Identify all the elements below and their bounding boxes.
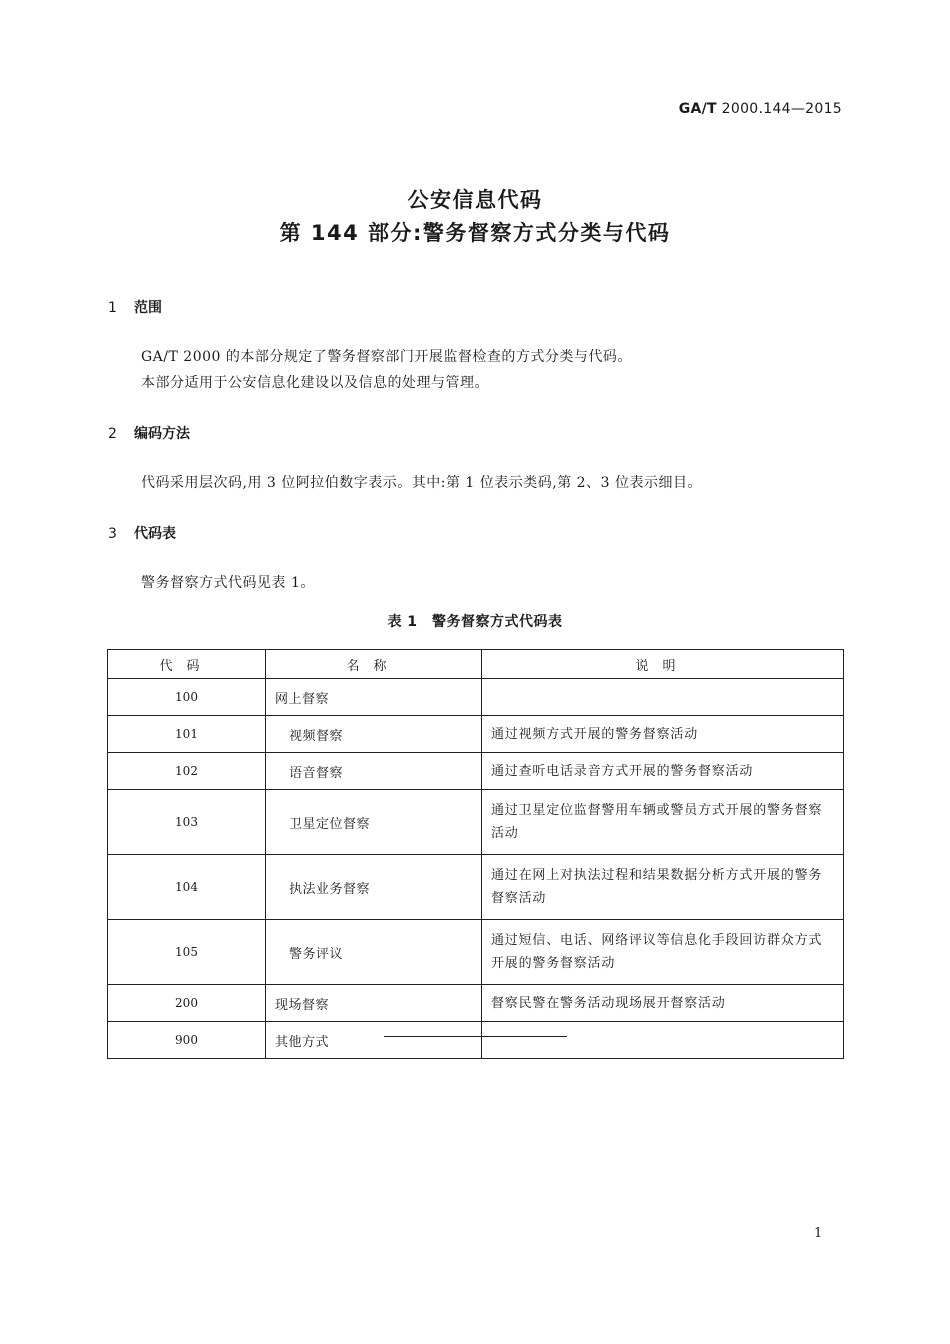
table-row [108,855,844,920]
description-cell: 通过视频方式开展的警务督察活动 [482,716,844,753]
paragraph: 本部分适用于公安信息化建设以及信息的处理与管理。 [141,375,489,391]
code-cell: 102 [108,753,266,790]
name-cell: 卫星定位督察 [266,790,482,855]
name-cell: 语音督察 [266,753,482,790]
table-row [108,753,844,790]
section-heading-coding-method [108,423,190,443]
column-header-name: 名称 [266,650,482,679]
description-cell [482,1022,844,1059]
name-cell: 视频督察 [266,716,482,753]
section-title: 范围 [134,300,162,316]
column-header-description: 说明 [482,650,844,679]
table-row [108,716,844,753]
section-heading-code-table [108,523,176,543]
end-of-document-rule [384,1036,567,1037]
paragraph: GA/T 2000 的本部分规定了警务督察部门开展监督检查的方式分类与代码。 [141,349,632,365]
code-cell: 105 [108,920,266,985]
table-row [108,985,844,1022]
description-cell: 通过查听电话录音方式开展的警务督察活动 [482,753,844,790]
code-cell: 104 [108,855,266,920]
description-cell [482,679,844,716]
section-title: 代码表 [134,526,176,542]
standard-prefix: GA/T [678,101,717,117]
name-cell: 执法业务督察 [266,855,482,920]
name-cell: 现场督察 [266,985,482,1022]
table-row [108,1022,844,1059]
table-row [108,679,844,716]
description-cell: 通过短信、电话、网络评议等信息化手段回访群众方式开展的警务督察活动 [482,920,844,985]
code-cell: 200 [108,985,266,1022]
column-header-code: 代码 [108,650,266,679]
section-number: 3 [108,526,117,542]
table-row [108,790,844,855]
name-cell: 其他方式 [266,1022,482,1059]
section-number: 1 [108,300,117,316]
table-row [108,920,844,985]
code-cell: 101 [108,716,266,753]
section-number: 2 [108,426,117,442]
section-heading-scope [108,297,162,317]
section-title: 编码方法 [134,426,190,442]
description-cell: 通过在网上对执法过程和结果数据分析方式开展的警务督察活动 [482,855,844,920]
standard-number [679,101,842,117]
name-cell: 网上督察 [266,679,482,716]
table-header-row [108,650,844,679]
table-caption: 表 1 警务督察方式代码表 [387,614,563,630]
description-cell: 督察民警在警务活动现场展开督察活动 [482,985,844,1022]
paragraph: 代码采用层次码,用 3 位阿拉伯数字表示。其中:第 1 位表示类码,第 2、3 位表示细目。 [141,475,702,491]
description-cell: 通过卫星定位监督警用车辆或警员方式开展的警务督察活动 [482,790,844,855]
code-table [107,649,844,1059]
page-number: 1 [814,1226,823,1241]
standard-code: 2000.144—2015 [721,101,842,117]
document-subtitle: 第 144 部分:警务督察方式分类与代码 [279,221,671,245]
paragraph: 警务督察方式代码见表 1。 [141,575,315,591]
code-cell: 100 [108,679,266,716]
code-cell: 103 [108,790,266,855]
code-cell: 900 [108,1022,266,1059]
document-title: 公安信息代码 [407,188,543,212]
name-cell: 警务评议 [266,920,482,985]
